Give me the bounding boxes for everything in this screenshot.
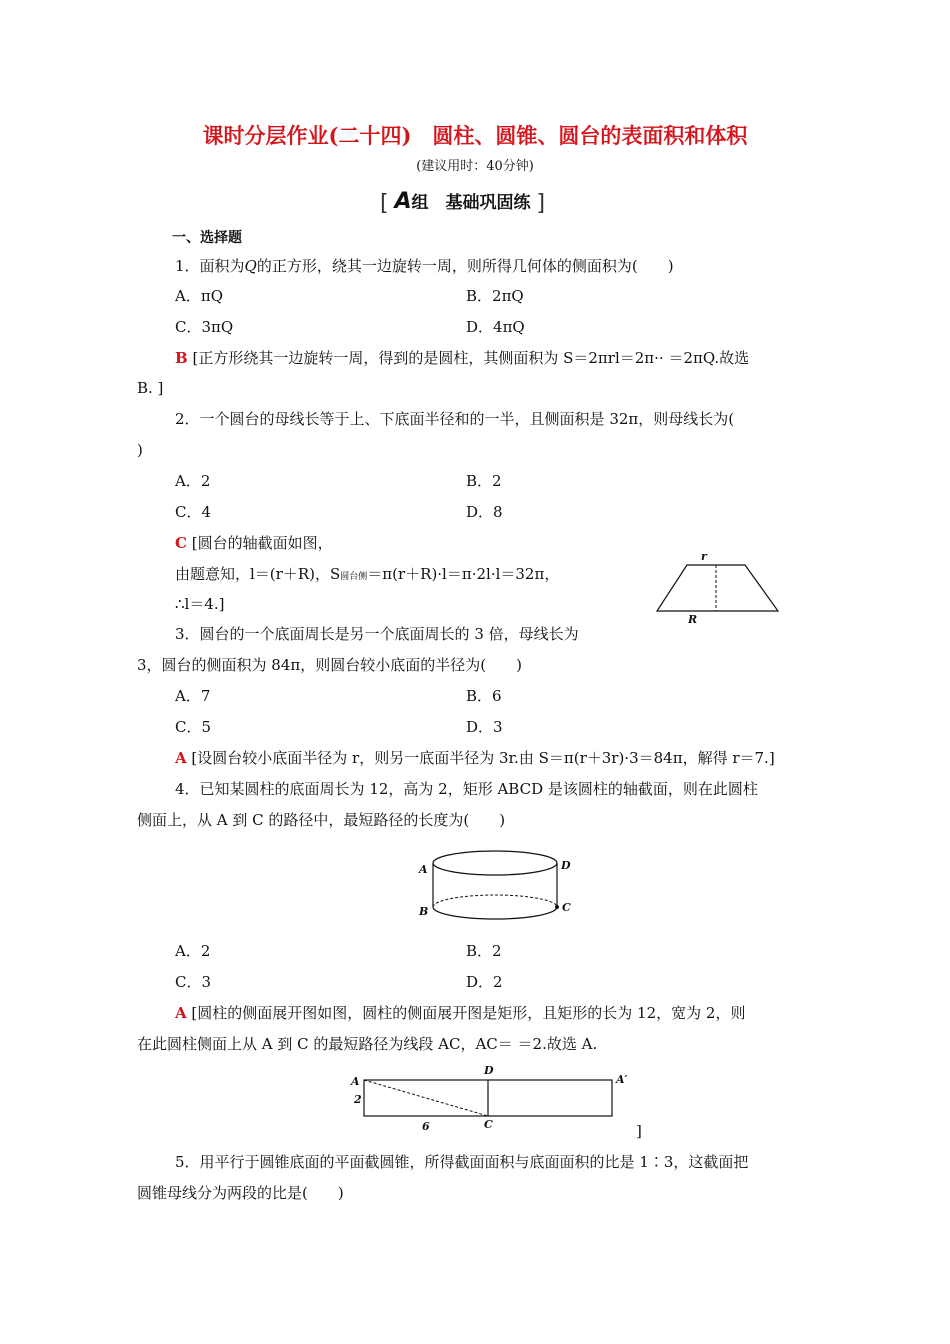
q1-explanation: B [正方形绕其一边旋转一周，得到的是圆柱，其侧面积为 S＝2πrl＝2π·· ＝2πQ.故选 — [175, 349, 750, 367]
q2-option-b: B．2 — [466, 472, 502, 490]
trapezoid-figure — [655, 552, 785, 624]
q4-answer: A — [175, 1004, 187, 1022]
label-A: A — [419, 863, 428, 876]
cylinder-figure — [415, 845, 580, 927]
q2-option-c: C．4 — [175, 503, 212, 521]
q3-option-a: A．7 — [175, 687, 211, 705]
bracket-right: ] — [536, 191, 546, 216]
q2-option-d: D．8 — [466, 503, 503, 521]
q3-answer: A — [175, 749, 187, 767]
label-A-prime: A′ — [616, 1073, 628, 1086]
group-banner — [380, 188, 545, 216]
q2-explanation-3: ∴l＝4.] — [175, 595, 225, 613]
q3-stem: 3．圆台的一个底面周长是另一个底面周长的 3 倍，母线长为 — [175, 625, 579, 643]
q4-option-a: A．2 — [175, 942, 211, 960]
q2-stem: 2．一个圆台的母线长等于上、下底面半径和的一半，且侧面积是 32π，则母线长为( — [175, 410, 735, 428]
q1-option-d: D．4πQ — [466, 318, 525, 336]
label-R: R — [688, 613, 698, 626]
group-letter: A — [394, 189, 412, 214]
label-A: A — [351, 1075, 360, 1088]
q4-option-b: B．2 — [466, 942, 502, 960]
label-B: B — [419, 905, 429, 918]
group-label: 组 基础巩固练 — [411, 193, 531, 213]
q1-stem: 1．面积为Q的正方形，绕其一边旋转一周，则所得几何体的侧面积为( ) — [175, 257, 674, 275]
q1-answer: B — [175, 349, 188, 367]
bracket-left: [ — [380, 191, 389, 216]
q4-stem: 4．已知某圆柱的底面周长为 12，高为 2，矩形 ABCD 是该圆柱的轴截面，则在此圆柱 — [175, 780, 758, 798]
q4-explanation: A [圆柱的侧面展开图如图，圆柱的侧面展开图是矩形，且矩形的长为 12，宽为 2，则 — [175, 1004, 746, 1022]
label-C: C — [562, 901, 571, 914]
q2-answer: C — [175, 534, 187, 552]
q2-explanation-2: 由题意知，l＝(r＋R)，S圆台侧＝π(r＋R)·l＝π·2l·l＝32π， — [175, 565, 560, 583]
suggested-time: (建议用时：40分钟) — [416, 159, 534, 174]
label-width: 6 — [422, 1120, 430, 1133]
section-heading: 一、选择题 — [172, 230, 242, 246]
q3-stem-2: 3，圆台的侧面积为 84π，则圆台较小底面的半径为( ) — [137, 656, 522, 674]
q5-stem: 5．用平行于圆锥底面的平面截圆锥，所得截面面积与底面面积的比是 1∶3，这截面把 — [175, 1153, 749, 1171]
page-title: 课时分层作业(二十四) 圆柱、圆锥、圆台的表面积和体积 — [202, 123, 748, 148]
q4-option-c: C．3 — [175, 973, 212, 991]
label-height: 2 — [354, 1093, 362, 1106]
q3-option-b: B．6 — [466, 687, 502, 705]
q1-option-b: B．2πQ — [466, 287, 524, 305]
q4-close-bracket: ] — [636, 1122, 642, 1140]
q2-stem-2: ) — [137, 441, 143, 459]
label-D: D — [561, 859, 571, 872]
q3-explanation: A [设圆台较小底面半径为 r，则另一底面半径为 3r.由 S＝π(r＋3r)·3＝84π，解得 r＝7.] — [175, 749, 775, 767]
q3-option-c: C．5 — [175, 718, 212, 736]
q4-explanation-2: 在此圆柱侧面上从 A 到 C 的最短路径为线段 AC，AC＝ ＝2.故选 A. — [137, 1035, 598, 1053]
q3-option-d: D．3 — [466, 718, 503, 736]
label-D: D — [484, 1064, 494, 1077]
q5-stem-2: 圆锥母线分为两段的比是( ) — [137, 1184, 344, 1202]
label-r: r — [701, 550, 707, 563]
q4-option-d: D．2 — [466, 973, 503, 991]
q1-explanation-2: B. ] — [137, 379, 164, 397]
q4-stem-2: 侧面上，从 A 到 C 的路径中，最短路径的长度为( ) — [137, 811, 506, 829]
q2-explanation: C [圆台的轴截面如图， — [175, 534, 333, 552]
q2-option-a: A．2 — [175, 472, 211, 490]
label-C: C — [484, 1118, 493, 1131]
q1-option-c: C．3πQ — [175, 318, 234, 336]
q1-option-a: A．πQ — [175, 287, 223, 305]
unfolded-rectangle-figure — [348, 1064, 648, 1132]
